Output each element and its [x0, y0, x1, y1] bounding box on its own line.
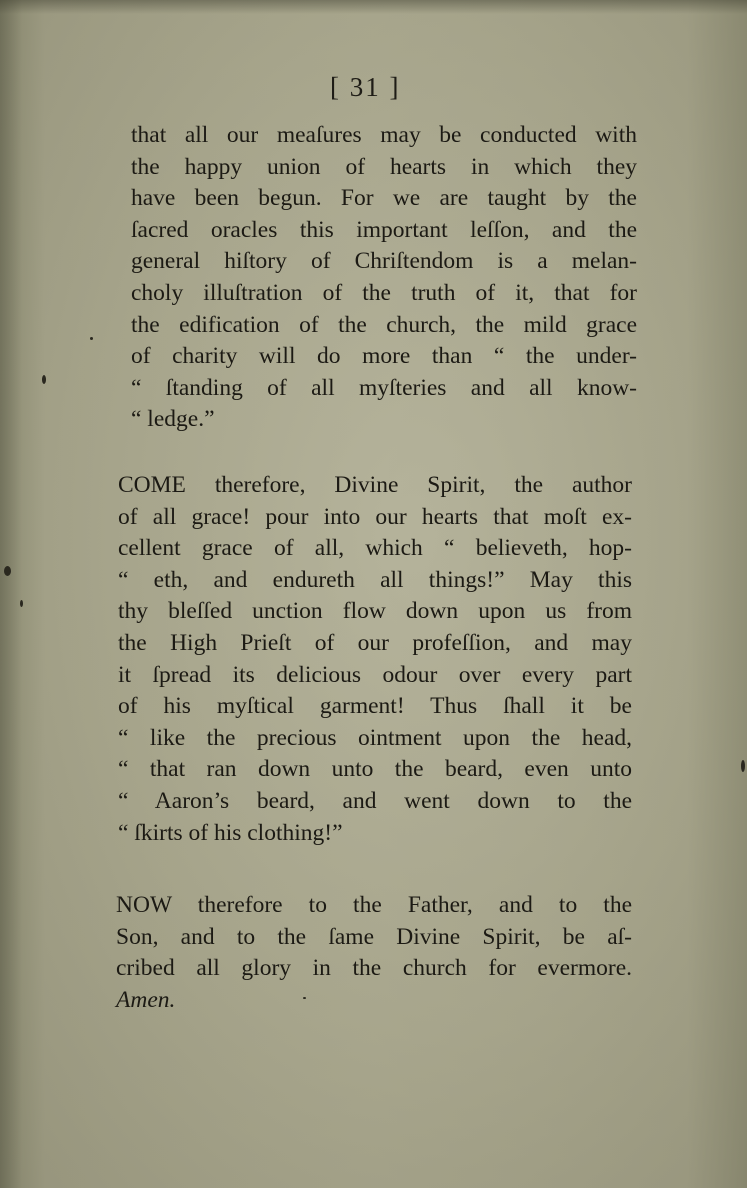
- text-line: “ ſkirts of his clothing!”: [118, 819, 343, 846]
- text-line: choly illuſtration of the truth of it, that for: [131, 279, 637, 306]
- text-line: COME therefore, Divine Spirit, the author: [118, 472, 632, 498]
- page-edge-shadow-top: [0, 0, 747, 14]
- ink-speck: [20, 600, 23, 607]
- page-edge-shadow-left: [0, 0, 22, 1188]
- paragraph-2: [118, 470, 632, 849]
- page-number: [ 31 ]: [330, 72, 401, 102]
- text-line: “ ſtanding of all myſteries and all know-: [131, 374, 637, 401]
- text-line: “ like the precious ointment upon the head,: [118, 724, 632, 751]
- text-line: ſacred oracles this important leſſon, and the: [131, 216, 637, 243]
- text-line: the edification of the church, the mild grace: [131, 311, 637, 338]
- text-line: thy bleſſed unction flow down upon us from: [118, 598, 632, 625]
- text-line: the High Prieſt of our profeſſion, and may: [118, 629, 632, 656]
- ink-speck: [303, 997, 306, 999]
- text-line: that all our meaſures may be conducted with: [131, 122, 637, 148]
- text-line: NOW therefore to the Father, and to the: [116, 892, 632, 918]
- ink-speck: [42, 375, 46, 384]
- text-line: cellent grace of all, which “ believeth, hop-: [118, 535, 632, 562]
- text-line: have been begun. For we are taught by the: [131, 185, 637, 212]
- text-line: “ eth, and endureth all things!” May this: [118, 566, 632, 593]
- text-line: “ ledge.”: [131, 406, 215, 433]
- ink-speck: [741, 760, 745, 772]
- text-line: of all grace! pour into our hearts that moſt ex-: [118, 503, 632, 530]
- ink-speck: [90, 337, 93, 340]
- text-line: Son, and to the ſame Divine Spirit, be aſ-: [116, 923, 632, 950]
- text-line: of his myſtical garment! Thus ſhall it be: [118, 693, 632, 720]
- text-line: it ſpread its delicious odour over every part: [118, 661, 632, 688]
- text-line: of charity will do more than “ the under-: [131, 343, 637, 370]
- closing-amen: Amen.: [116, 986, 176, 1013]
- text-line: general hiſtory of Chriſtendom is a melan-: [131, 248, 637, 275]
- text-line: cribed all glory in the church for evermore.: [116, 955, 632, 982]
- paragraph-1: [131, 120, 637, 436]
- paragraph-3: [116, 890, 632, 1016]
- ink-speck: [4, 566, 11, 576]
- text-line: “ Aaron’s beard, and went down to the: [118, 787, 632, 814]
- text-line: the happy union of hearts in which they: [131, 153, 637, 180]
- text-line: “ that ran down unto the beard, even unto: [118, 756, 632, 783]
